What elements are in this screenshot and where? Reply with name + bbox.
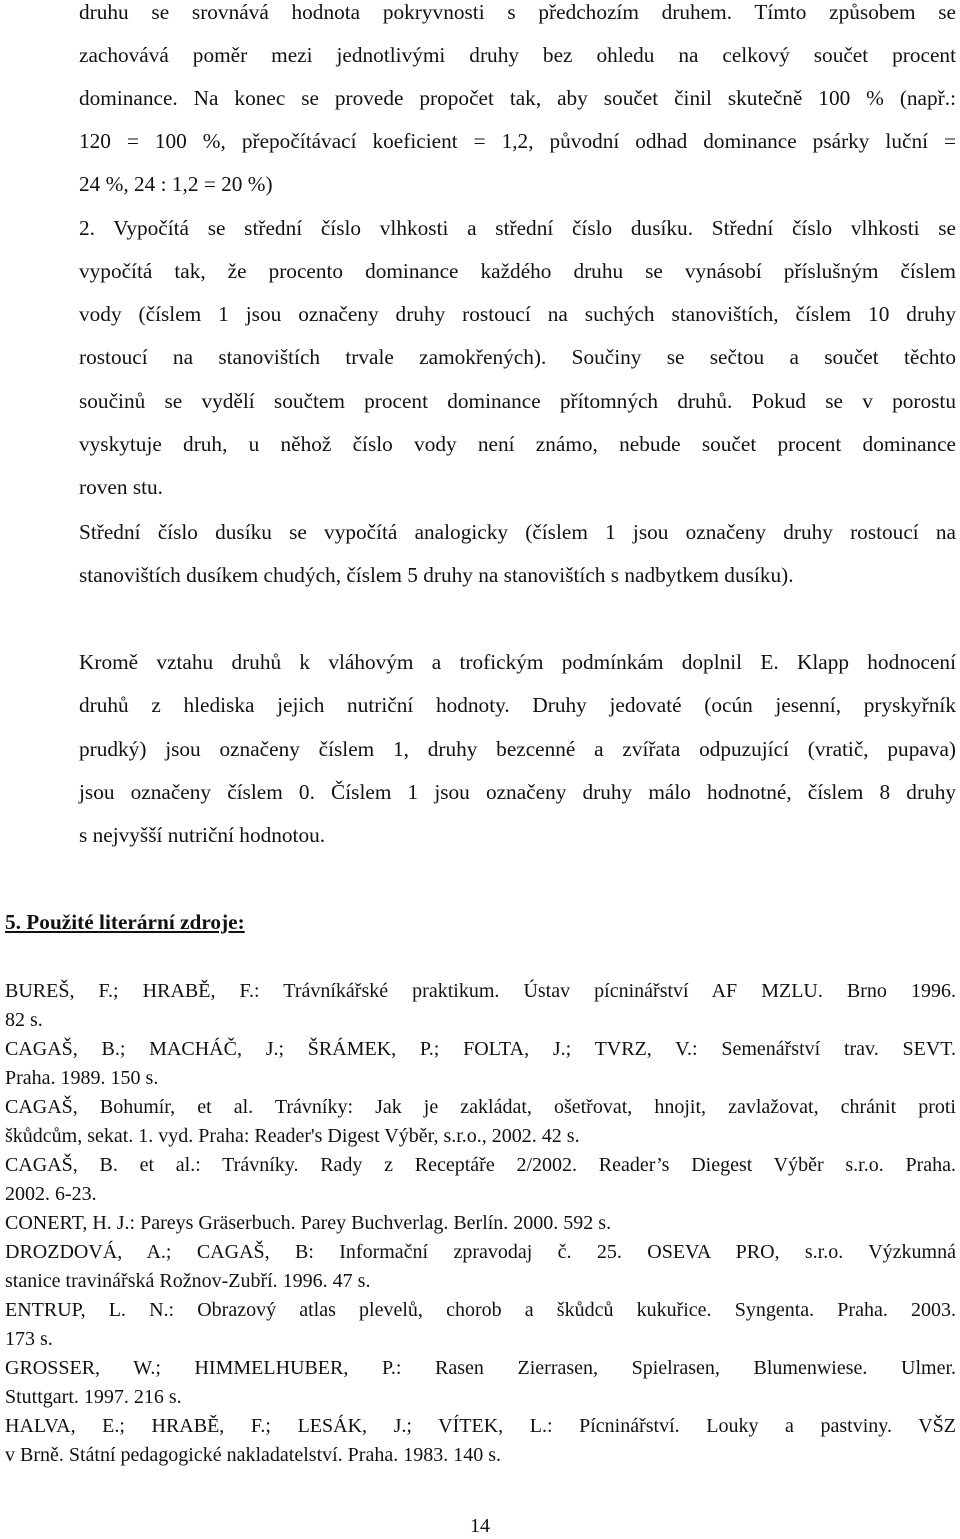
reference-line: ENTRUP, L. N.: Obrazový atlas plevelů, chorob a škůdců kukuřice. Syngenta. Praha. 2003. [5,1299,956,1321]
text-line: vypočítá tak, že procento dominance každého druhu se vynásobí příslušným číslem [79,259,956,283]
text-line: Střední číslo dusíku se vypočítá analogicky (číslem 1 jsou označeny druhy rostoucí na [79,520,956,544]
text-line: zachovává poměr mezi jednotlivými druhy bez ohledu na celkový součet procent [79,43,956,67]
reference-line: DROZDOVÁ, A.; CAGAŠ, B: Informační zpravodaj č. 25. OSEVA PRO, s.r.o. Výzkumná [5,1241,956,1263]
text-line: s nejvyšší nutriční hodnotou. [79,823,326,847]
text-line: 120 = 100 %, přepočítávací koeficient = 1,2, původní odhad dominance psárky luční = [79,129,956,153]
reference-line: Stuttgart. 1997. 216 s. [5,1386,182,1408]
text-line: roven stu. [79,475,163,499]
text-line: prudký) jsou označeny číslem 1, druhy bezcenné a zvířata odpuzující (vratič, pupava) [79,737,956,761]
reference-line: CAGAŠ, Bohumír, et al. Trávníky: Jak je zakládat, ošetřovat, hnojit, zavlažovat, chránit proti [5,1096,956,1118]
reference-line: škůdcům, sekat. 1. vyd. Praha: Reader's Digest Výběr, s.r.o., 2002. 42 s. [5,1125,580,1147]
text-line: druhů z hlediska jejich nutriční hodnoty. Druhy jedovaté (ocún jesenní, pryskyřník [79,693,956,717]
text-line: vyskytuje druh, u něhož číslo vody není známo, nebude součet procent dominance [79,432,956,456]
text-line: dominance. Na konec se provede propočet tak, aby součet činil skutečně 100 % (např.: [79,86,956,110]
text-line: rostoucí na stanovištích trvale zamokřených). Součiny se sečtou a součet těchto [79,345,956,369]
reference-line: GROSSER, W.; HIMMELHUBER, P.: Rasen Zierrasen, Spielrasen, Blumenwiese. Ulmer. [5,1357,956,1379]
reference-line: 173 s. [5,1328,53,1350]
text-line: Kromě vztahu druhů k vláhovým a trofickým podmínkám doplnil E. Klapp hodnocení [79,650,956,674]
text-line: 2. Vypočítá se střední číslo vlhkosti a střední číslo dusíku. Střední číslo vlhkosti se [79,216,956,240]
reference-line: stanice travinářská Rožnov-Zubří. 1996. 47 s. [5,1270,371,1292]
reference-line: 2002. 6-23. [5,1183,97,1205]
text-line: součinů se vydělí součtem procent dominance přítomných druhů. Pokud se v porostu [79,389,956,413]
reference-line: CAGAŠ, B. et al.: Trávníky. Rady z Receptáře 2/2002. Reader’s Diegest Výběr s.r.o. Praha. [5,1154,956,1176]
reference-line: CONERT, H. J.: Pareys Gräserbuch. Parey Buchverlag. Berlín. 2000. 592 s. [5,1212,612,1234]
section-heading: 5. Použité literární zdroje: [5,910,245,934]
text-line: jsou označeny číslem 0. Číslem 1 jsou označeny druhy málo hodnotné, číslem 8 druhy [79,780,956,804]
reference-line: 82 s. [5,1009,43,1031]
reference-line: Praha. 1989. 150 s. [5,1067,159,1089]
text-line: druhu se srovnává hodnota pokryvnosti s předchozím druhem. Tímto způsobem se [79,0,956,24]
page-number: 14 [470,1515,490,1537]
reference-line: HALVA, E.; HRABĚ, F.; LESÁK, J.; VÍTEK, L.: Pícninářství. Louky a pastviny. VŠZ [5,1415,956,1437]
text-line: stanovištích dusíkem chudých, číslem 5 druhy na stanovištích s nadbytkem dusíku). [79,563,794,587]
reference-line: v Brně. Státní pedagogické nakladatelství. Praha. 1983. 140 s. [5,1444,502,1466]
text-line: 24 %, 24 : 1,2 = 20 %) [79,172,273,196]
reference-line: BUREŠ, F.; HRABĚ, F.: Trávníkářské praktikum. Ústav pícninářství AF MZLU. Brno 1996. [5,980,956,1002]
text-line: vody (číslem 1 jsou označeny druhy rostoucí na suchých stanovištích, číslem 10 druhy [79,302,956,326]
reference-line: CAGAŠ, B.; MACHÁČ, J.; ŠRÁMEK, P.; FOLTA, J.; TVRZ, V.: Semenářství trav. SEVT. [5,1038,956,1060]
